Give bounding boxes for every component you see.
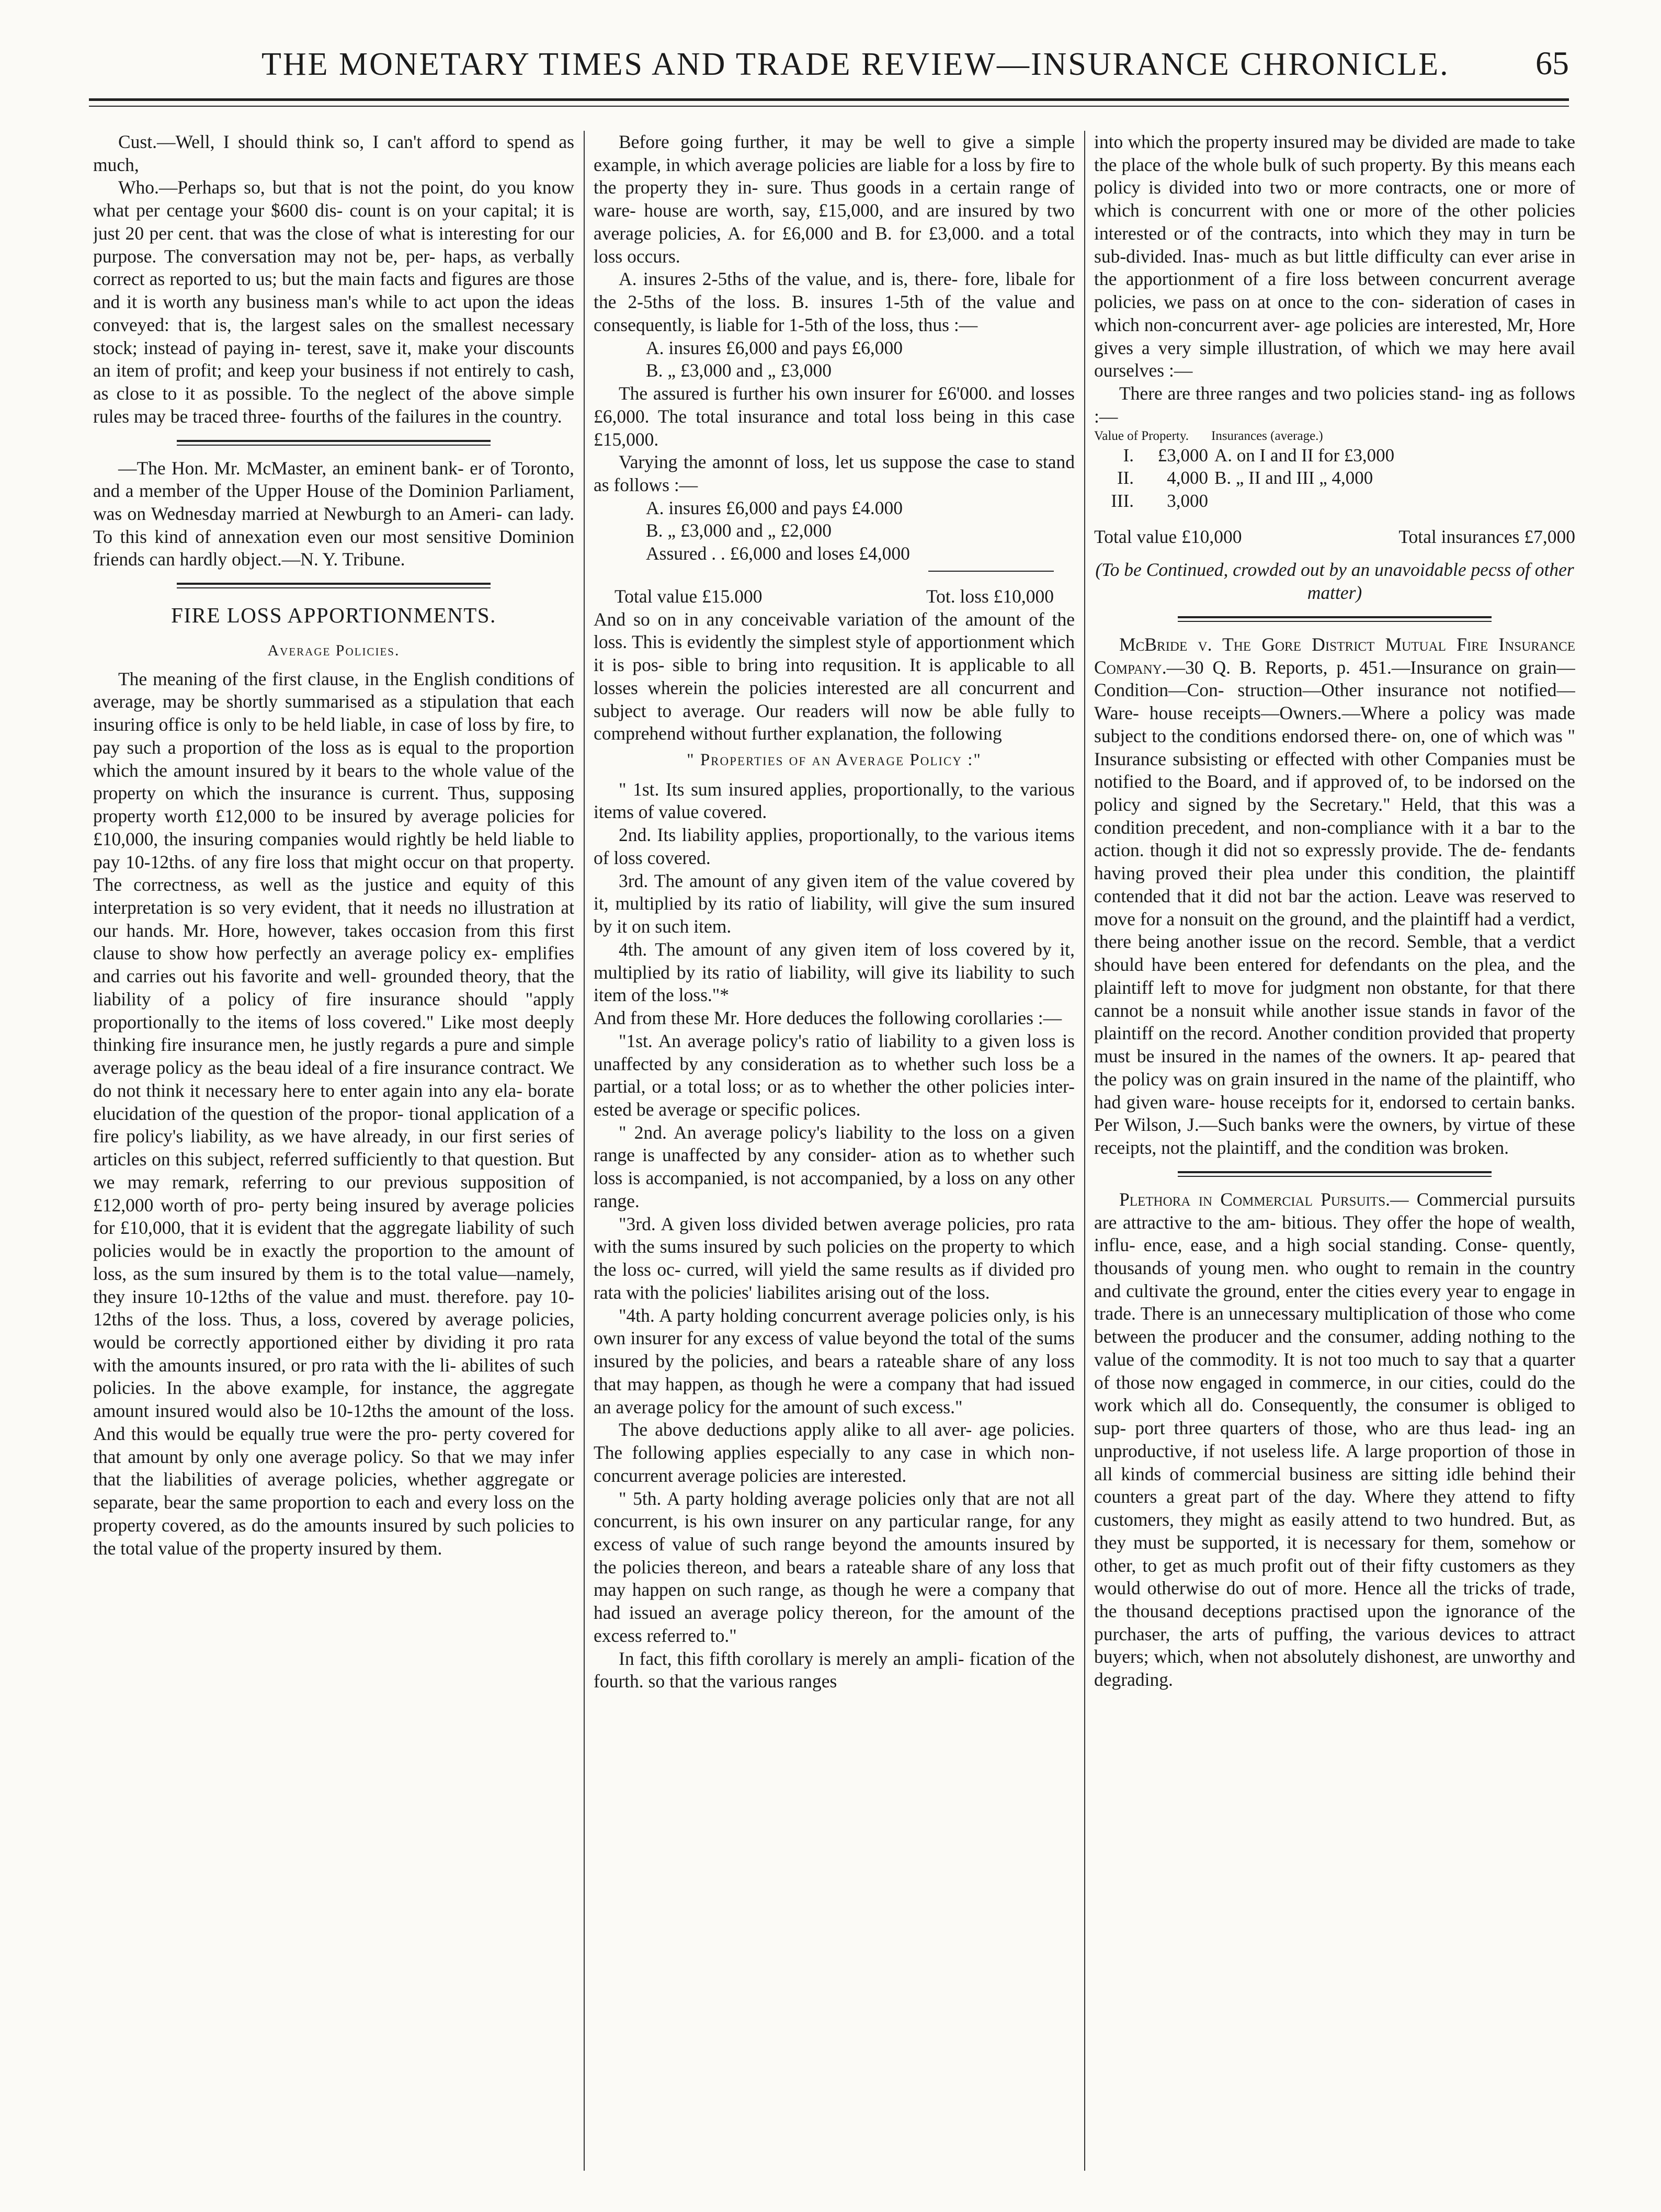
corollary: "3rd. A given loss divided betwen average policies, pro rata with the sums insured by such policies on the property to which the loss oc- curred, will yield the same results as if divided pro rata with the policies' liabilites arising out of the loss. bbox=[594, 1213, 1075, 1303]
column-header: Insurances (average.) bbox=[1211, 428, 1323, 443]
corollary: "1st. An average policy's ratio of liability to a given loss is unaffected by any consideration as to whether such loss be a partial, or a total loss; or as to whether the other policies inter- ested be average or specific polices. bbox=[594, 1030, 1075, 1120]
formula-line: B. „ £3,000 and „ £3,000 bbox=[646, 360, 832, 381]
case-report bbox=[1094, 633, 1575, 1160]
value-cell: 3,000 bbox=[1167, 490, 1208, 511]
property-item: " 1st. Its sum insured applies, proportionally, to the various items of value covered. bbox=[594, 778, 1075, 823]
column-divider bbox=[1084, 131, 1085, 2171]
formula-line: A. insures £6,000 and pays £6,000 bbox=[646, 337, 903, 358]
header-rule bbox=[89, 98, 1569, 101]
section-divider bbox=[1178, 616, 1492, 622]
column-2 bbox=[594, 131, 1075, 2181]
case-title: McBride v. The Gore District Mutual Fire Insurance Company. bbox=[1094, 633, 1575, 678]
article-subtitle: Average Policies. bbox=[267, 641, 400, 659]
column-divider bbox=[584, 131, 585, 2171]
value-cell: 4,000 bbox=[1167, 468, 1208, 489]
total-insurances: Total insurances £7,000 bbox=[1398, 526, 1575, 547]
insurance-cell: A. on I and II for £3,000 bbox=[1214, 445, 1395, 466]
article-paragraph: And from these Mr. Hore deduces the following corollaries :— bbox=[594, 1007, 1062, 1029]
article-paragraph: Varying the amonnt of loss, let us suppose the case to stand as follows :— bbox=[594, 451, 1075, 496]
table-row bbox=[1094, 444, 1575, 467]
plethora-title: Plethora in Commercial Pursuits. bbox=[1119, 1188, 1390, 1210]
property-item: 2nd. Its liability applies, proportionally, to the various items of loss covered. bbox=[594, 824, 1075, 868]
page-number: 65 bbox=[1535, 44, 1569, 82]
section-divider bbox=[177, 440, 491, 446]
insurance-cell bbox=[1211, 490, 1575, 512]
plethora-text: — Commercial pursuits are attractive to the am- bitious. They offer the hope of wealth, influ- ence, ease, and a high social standing. Conse- quently, thousands of young men. who ought to remain in the country and cultivate the ground, enter the cities every year to engage in trade. There is an unnecessary multiplication of those who come between the producer and the consumer, adding nothing to the value of the commodity. It is not too much to say that a quarter of those now engaged in commerce, in our cities, could do the work which all do. Consequently, the consumer is obliged to sup- port three quarters of those, who are thus lead- ing an unproductive, if not useless life. A large proportion of those in all kinds of commercial business are sitting idle behind their counters a great part of the day. Where they attend to fifty customers, they might as easily attend to two hundred. But, as they must be supported, it is necessary for them, somehow or other, to get as much profit out of their fifty customers as they would otherwise do out of more. Hence all the tricks of trade, the thousand deceptions practised upon the ignorance of the purchaser, the arts of puffing, the various devices to attract buyers; which, when not absolutely dishonest, are unworthy and degrading. bbox=[1094, 1188, 1575, 1691]
corollary: " 5th. A party holding average policies only that are not all concurrent, is his own insurer on any particular range, for any excess of value of such range beyond the amounts insured by the policies thereon, and bears a rateable share of any loss that may happen on such range, as though he were a company that had issued an average policy thereon, for the amount of the excess referred to." bbox=[594, 1488, 1075, 1646]
section-divider bbox=[1178, 1171, 1492, 1177]
formula-line: A. insures £6,000 and pays £4.000 bbox=[646, 497, 903, 518]
properties-title: " Properties of an Average Policy :" bbox=[687, 751, 982, 770]
continued-note: (To be Continued, crowded out by an unavoidable pecss of other matter) bbox=[1095, 559, 1574, 604]
corollary: " 2nd. An average policy's liability to the loss on a given range is unaffected by any consider- ation as to whether such loss is accompanied, is not accompanied, by a loss on any other range. bbox=[594, 1121, 1075, 1211]
sum-rule bbox=[928, 571, 1054, 572]
corollary: "4th. A party holding concurrent average policies only, is his own insurer for any excess of value beyond the total of the sums insured by the policies, and bears a rateable share of any loss that may happen, as though he were a company that had issued an average policy for the amount of such excess." bbox=[594, 1304, 1075, 1417]
corollary: The above deductions apply alike to all aver- age policies. The following applies especially to any case in which non-concurrent average policies are interested. bbox=[594, 1419, 1075, 1486]
dialogue-line: Cust.—Well, I should think so, I can't afford to spend as much, bbox=[93, 131, 574, 175]
article-paragraph: There are three ranges and two policies stand- ing as follows :— bbox=[1094, 383, 1575, 427]
article-paragraph: The assured is further his own insurer for £6'000. and losses £6,000. The total insurance and total loss being in this case £15,000. bbox=[594, 383, 1075, 450]
table-row bbox=[1094, 467, 1575, 489]
table-row bbox=[1094, 490, 1575, 512]
property-item: 3rd. The amount of any given item of the value covered by it, multiplied by its ratio of liability, will give the sum insured by it on such item. bbox=[594, 870, 1075, 937]
article-paragraph: And so on in any conceivable variation of the amount of the loss. This is evidently the simplest style of apportionment which it is pos- sible to bring into requsition. It is applicable to all losses wherein the policies interested are all concurrent and subject to average. Our readers will now be able fully to comprehend without further explanation, the following bbox=[594, 608, 1075, 744]
range-cell: II. bbox=[1117, 468, 1134, 489]
dialogue-line: Who.—Perhaps so, but that is not the point, do you know what per centage your $600 dis- count is on your capital; it is just 20 per cent. that was the close of what is interesting for our purpose. The conversation may not be, per- haps, as verbally correct as reported to us; but the main facts and figures are those and it is worth any business man's while to act upon the ideas conveyed: that is, the largest sales on the smallest necessary stock; instead of paying in- terest, save it, make your discounts an item of profit; and keep your business if not entirely to cash, as close to it as possible. To the neglect of the above simple rules may be traced three- fourths of the failures in the country. bbox=[93, 177, 574, 427]
column-header: Value of Property. bbox=[1094, 428, 1189, 443]
formula-line: B. „ £3,000 and „ £2,000 bbox=[646, 520, 832, 541]
column-3 bbox=[1094, 131, 1575, 2181]
section-divider bbox=[177, 583, 491, 588]
total-value: Total value £15.000 bbox=[615, 585, 763, 607]
ranges-table bbox=[1094, 428, 1575, 512]
corollary: In fact, this fifth corollary is merely an ampli- fication of the fourth. so that the various ranges bbox=[594, 1648, 1075, 1692]
insurance-cell: B. „ II and III „ 4,000 bbox=[1214, 468, 1373, 489]
total-loss: Tot. loss £10,000 bbox=[926, 585, 1054, 607]
range-cell: III. bbox=[1111, 490, 1134, 511]
total-value: Total value £10,000 bbox=[1094, 526, 1242, 547]
article-title: FIRE LOSS APPORTIONMENTS. bbox=[171, 603, 496, 628]
article-paragraph: into which the property insured may be divided are made to take the place of the whole bulk of such property. By this means each policy is divided into two or more contracts, one or more of which is concurrent with one or more of the other policies interested or of the contracts, into which they may in turn be sub-divided. Inas- much as but little difficulty can ever arise in the apportionment of a fire loss between concurrent average policies, we pass on at once to the con- sideration of cases in which non-concurrent aver- age policies are interested, Mr, Hore gives a very simple illustration, of which we may here avail ourselves :— bbox=[1094, 131, 1575, 381]
page-header bbox=[89, 37, 1569, 115]
article-paragraph: The meaning of the first clause, in the English conditions of average, may be shortly summarised as a stipulation that each insuring office is only to be held liable, in case of loss by fire, to pay such a proportion of the loss as is equal to the proportion which the amount insured by it bears to the whole value of the property on which the insurance is current. Thus, supposing property worth £12,000 to be insured by average policies for £10,000, the insuring companies would rightly be held liable to pay 10-12ths. of any fire loss that might occur on that property. The correctness, as well as the justice and equity of this interpretation is so very evident, that it needs no illustration at our hands. Mr. Hore, however, takes occasion from this first clause to show how perfectly an average policy ex- emplifies and carries out his favorite and well- grounded theory, that the liability of a policy of fire insurance should "apply proportionally to the items of loss covered." Like most deeply thinking fire insurance men, he justly regards a pure and simple average policy as the beau ideal of a fire insurance contract. We do not think it necessary here to enter again into any ela- borate elucidation of the question of the propor- tional application of a fire policy's liability, as we have already, in our first series of articles on this subject, referred sufficiently to that question. But we may remark, referring to our previous supposition of £12,000 worth of pro- perty being insured by average policies for £10,000, that it is evident that the aggregate liability of such policies would be in exactly the proportion to the amount of loss, as the sum insured by them is to the total value—namely, they insure 10-12ths of the value and must. therefore. pay 10-12ths of the loss. Thus, a loss, covered by average policies, would be correctly apportioned either by dividing it pro rata with the amounts insured, or pro rata with the li- abilites of such policies. In the above example, for instance, the aggregate amount insured would also be 10-12ths the amount of the loss. And this would be equally true were the pro- perty covered for that amount by only one average policy. So that we may infer that the liabilities of average policies, whether aggregate or separate, bear the same proportion to each and every loss on the property covered, as do the amounts insured by such policies to the total value of the property insured by them. bbox=[93, 668, 574, 1559]
header-rule-thin bbox=[89, 106, 1569, 107]
totals-row bbox=[1094, 526, 1575, 549]
property-item: 4th. The amount of any given item of loss covered by it, multiplied by its ratio of liability, will give its liability to such item of the loss."* bbox=[594, 938, 1075, 1006]
table-header-row bbox=[1094, 428, 1575, 445]
range-cell: I. bbox=[1123, 445, 1134, 466]
plethora-article bbox=[1094, 1188, 1575, 1692]
case-text: —30 Q. B. Reports, p. 451.—Insurance on grain—Condition—Con- struction—Other insurance not notified—Ware- house receipts—Owners.—Where a policy was made subject to the conditions endorsed there- on, one of which was " Insurance subsisting or effected with other Companies must be notified to the Board, and if approved of, to be indorsed on the policy and signed by the Secretary." Held, that this was a condition precedent, and non-compliance with it a bar to the action. though it did not so expressly provide. The de- fendants having proved their plea under this condition, the plaintiff contended that it did not bar the action. Leave was reserved to move for a nonsuit on the ground, and the plaintiff had a verdict, there being another issue on the record. Semble, that a verdict should have been entered for defendants on the plea, and the plaintiff left to move for judgment non obstante, for that there cannot be a nonsuit while another issue stands in favor of the plaintiff on the record. Another condition provided that property must be insured in the names of the owners. It ap- peared that the policy was on grain insured in the name of the plaintiff, who had given ware- house receipts for it, endorsed to certain banks. Per Wilson, J.—Such banks were the owners, by virtue of these receipts, not the plaintiff, and the condition was broken. bbox=[1094, 656, 1575, 1159]
formula-line: Assured . . £6,000 and loses £4,000 bbox=[646, 543, 910, 564]
totals-row bbox=[594, 585, 1075, 608]
running-title: THE MONETARY TIMES AND TRADE REVIEW—INSURANCE CHRONICLE. bbox=[261, 47, 1450, 82]
news-item: —The Hon. Mr. McMaster, an eminent bank- er of Toronto, and a member of the Upper House of the Dominion Parliament, was on Wednesday married at Newburgh to an Ameri- can lady. To this kind of annexation even our most sensitive Dominion friends can hardly object.—N. Y. Tribune. bbox=[93, 457, 574, 570]
value-cell: £3,000 bbox=[1157, 445, 1208, 466]
column-1 bbox=[93, 131, 574, 2181]
article-paragraph: Before going further, it may be well to give a simple example, in which average policies are liable for a loss by fire to the property they in- sure. Thus goods in a certain range of ware- house are worth, say, £15,000, and are insured by two average policies, A. for £6,000 and B. for £3,000. and a total loss occurs. bbox=[594, 131, 1075, 267]
article-paragraph: A. insures 2-5ths of the value, and is, there- fore, libale for the 2-5ths of the loss. B. insures 1-5th of the value and consequently, is liable for 1-5th of the loss, thus :— bbox=[594, 268, 1075, 335]
